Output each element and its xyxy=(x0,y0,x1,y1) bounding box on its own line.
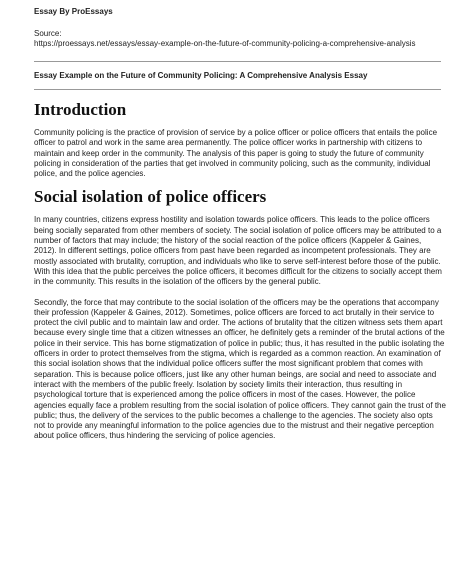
top-divider xyxy=(34,61,441,62)
source-url[interactable]: https://proessays.net/essays/essay-example-on-the-future-of-community-policing-a-comprehensive-analysis xyxy=(34,39,416,48)
source-label: Source: xyxy=(34,29,62,38)
title-divider xyxy=(34,89,441,90)
document-title: Essay Example on the Future of Community Policing: A Comprehensive Analysis Essay xyxy=(34,71,368,80)
paragraph-social-isolation-1: In many countries, citizens express hostility and isolation towards police officers. This leads to the police officers being socially separated from other members of society. The social isolation of police officers may be attributed to a number of factors that may include; the history of the social reaction of the police officers (Kappeler & Gaines, 2012). In different settings, police officers from past have been regarded as incompetent professionals. They are mostly associated with brutality, corruption, and individuals who like to serve self-interest before those of the public. With this idea that the public perceives the police officers, it becomes difficult for the citizens to socially accept them in the community. This results in the isolation of the officers by the general public. xyxy=(34,215,442,287)
section-heading-social-isolation: Social isolation of police officers xyxy=(34,187,267,207)
paragraph-introduction: Community policing is the practice of provision of service by a police officer or police officers that entails the police officer to patrol and work in the same area permanently. The police officer works in partnership with citizens to maintain and keep order in the community. The analysis of this paper is going to study the future of community policing in consideration of the parties that get involved in community policing, such as the community, individual police, and the police agencies. xyxy=(34,128,438,179)
paragraph-social-isolation-2: Secondly, the force that may contribute to the social isolation of the officers may be the operations that accompany their profession (Kappeler & Gaines, 2012). Sometimes, police officers are forced to act brutally in their service to protect the civil public and to maintain law and order. The actions of brutality that the citizen witness sets them apart because every single time that a citizen witnesses an officer, he definitely gets a reminder of the brutal actions of the police in their service. This has borne stigmatization of police in public; thus, it has resulted in the public isolating the officers in order to protect themselves from the stigma, which is regarded as a common reaction. An examination of this social isolation shows that the individual police officers suffer the most significant problem that comes with separation. This is because police officers, just like any other human beings, are social and need to associate and interact with the members of the public freely. Isolation by society limits their interaction, thus resulting in psychological torture that is experienced among the police officers in most of the cases. However, the police agencies equally face a problem resulting from the social isolation of police officers. They cannot gain the trust of the public; thus, the delivery of the services to the public becomes a challenge to the agencies. The society also opts not to provide any meaningful information to the police agencies due to the mistrust and their negative perception about police officers, thus hindering the servicing of police agencies. xyxy=(34,297,446,441)
section-heading-introduction: Introduction xyxy=(34,100,127,119)
source-block xyxy=(34,29,444,49)
brand-name: Essay By ProEssays xyxy=(34,7,113,16)
